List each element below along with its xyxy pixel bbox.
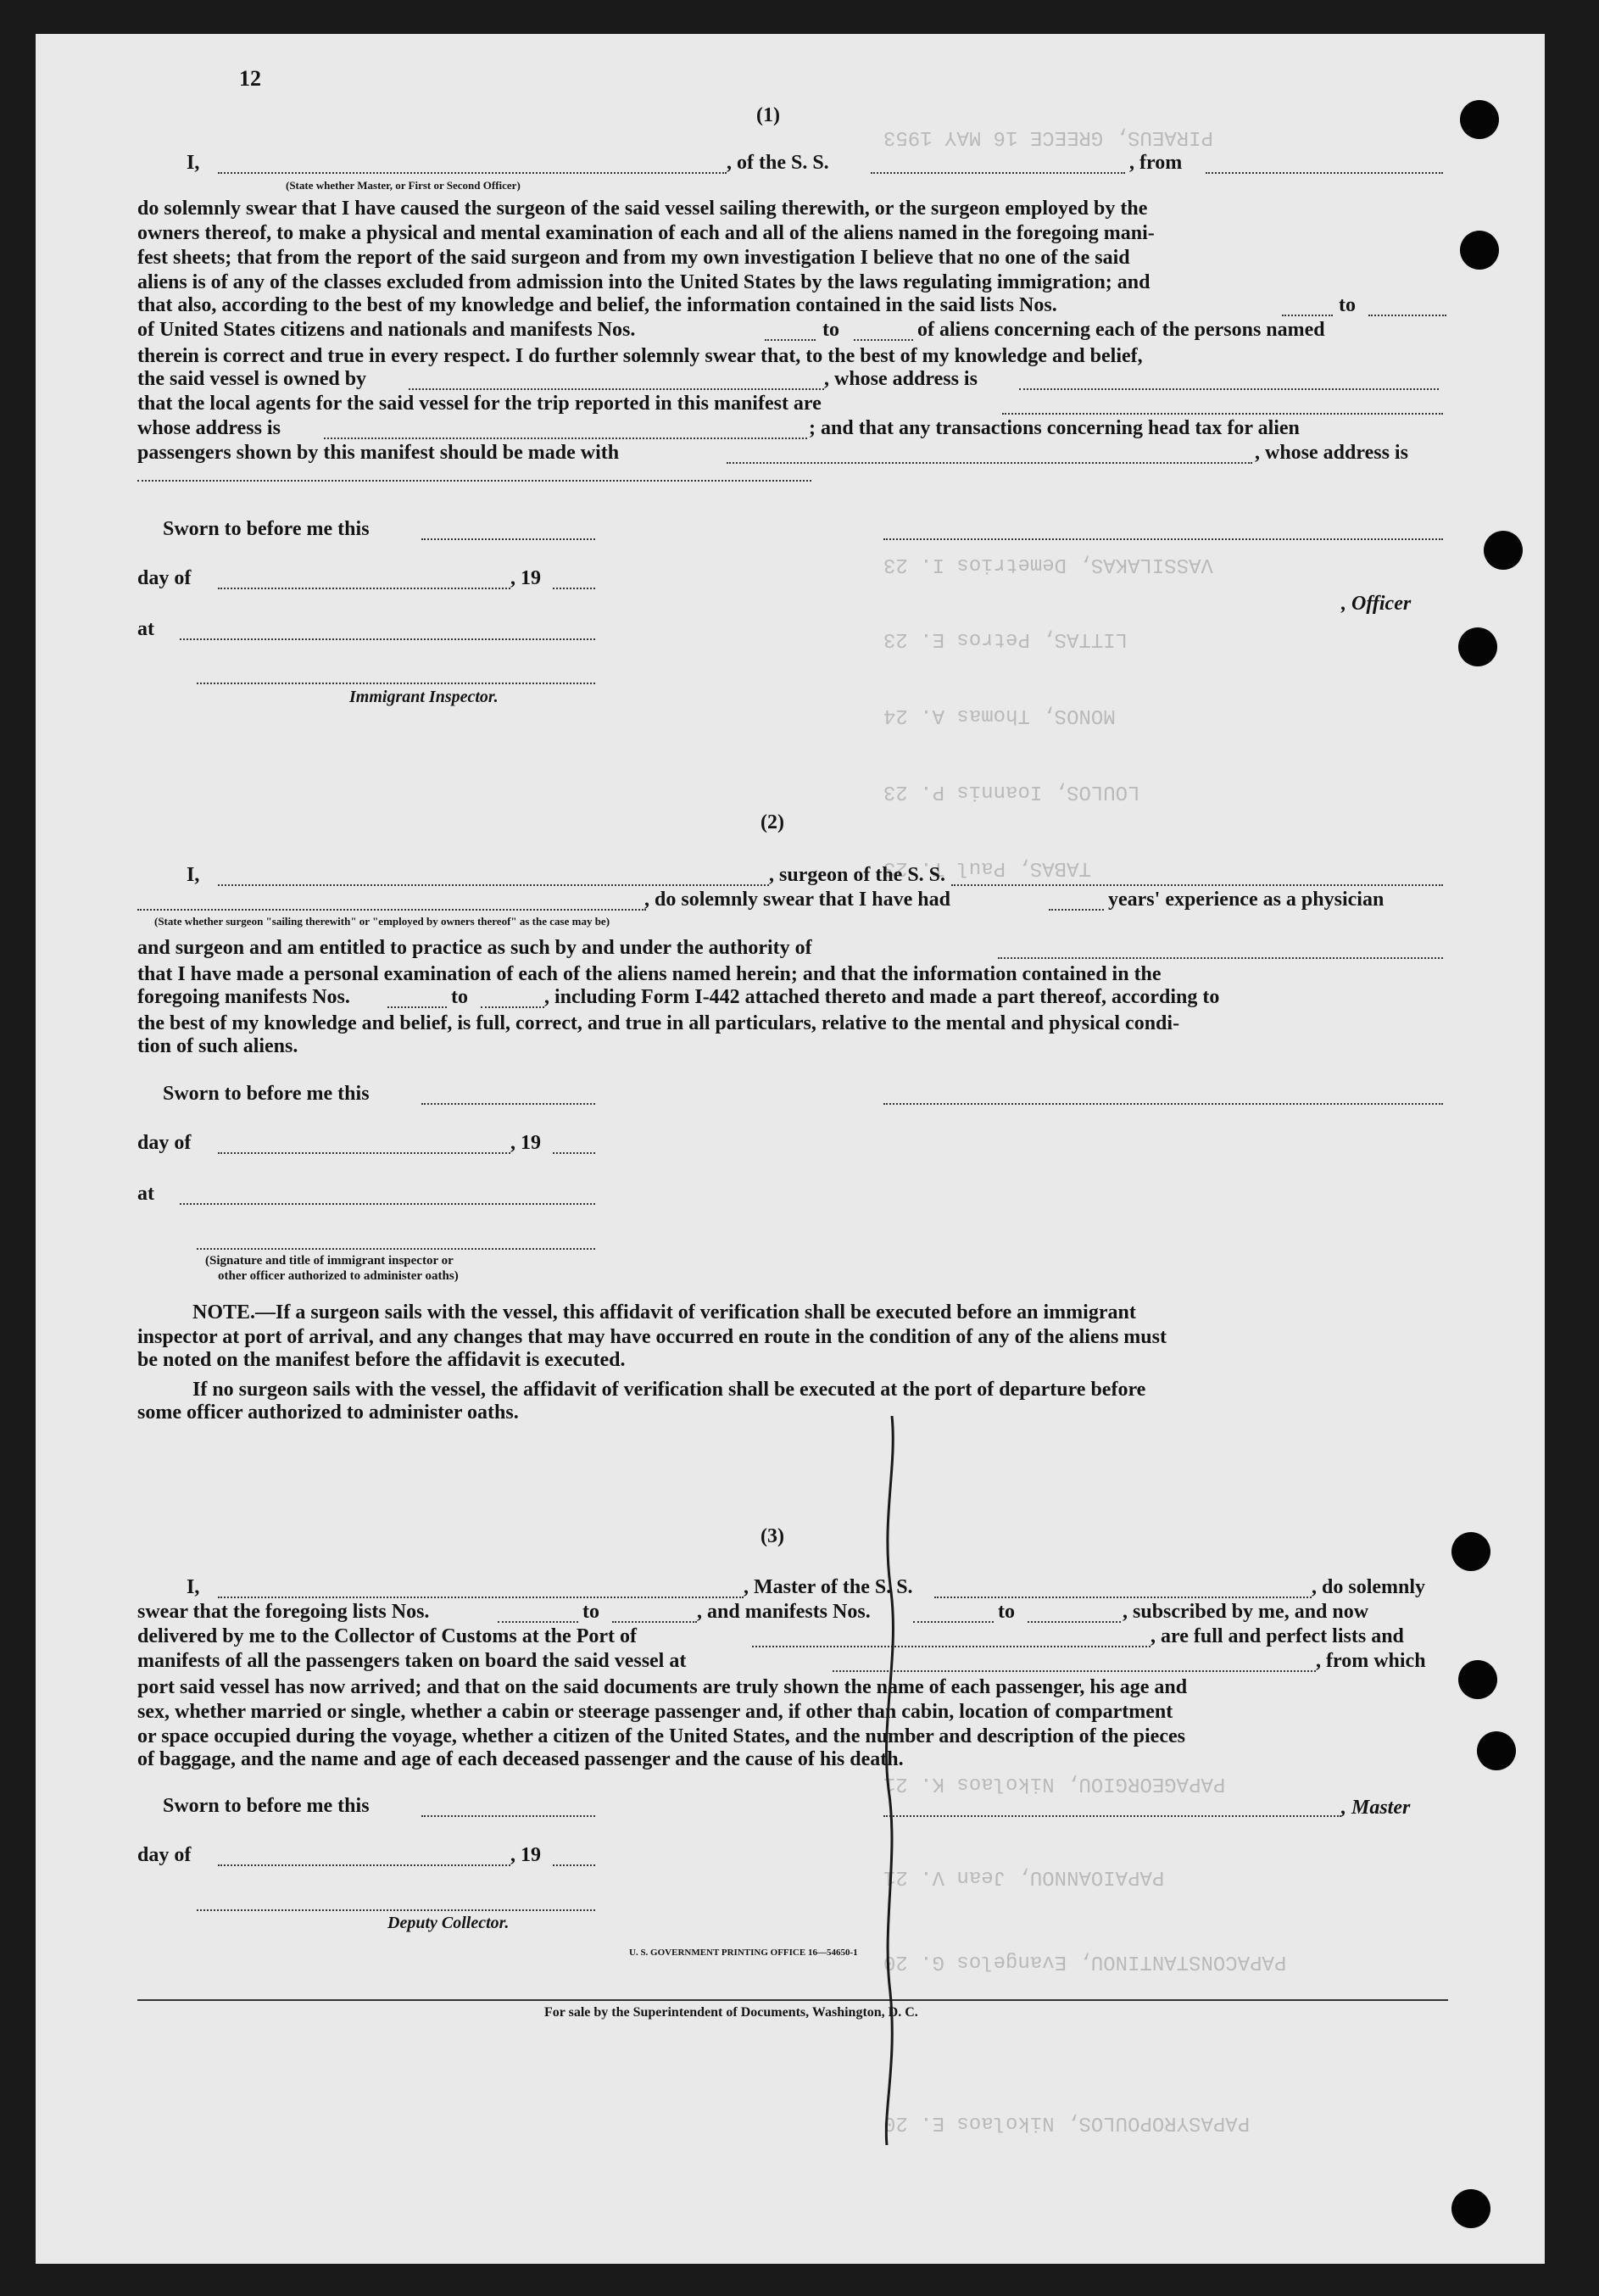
s1-line-11b: , whose address is [1255,442,1408,464]
s1-line-5a: that also, according to the best of my knowledge and belief, the information contained in the said lists Nos. [137,294,1057,316]
s2-sworn-blank [421,1103,595,1105]
s2-sworn-label: Sworn to before me this [163,1083,370,1105]
s1-line-11a: passengers shown by this manifest should be made with [137,442,620,464]
s1-list-from-blank [1282,315,1333,316]
s2-note-line-1: NOTE.—If a surgeon sails with the vessel, this affidavit of verification shall be executed before an immigrant [192,1301,1136,1324]
s2-year-blank [553,1152,595,1154]
s1-line-6a: of United States citizens and nationals and manifests Nos. [137,319,636,341]
bleed-through-text: PIRAEUS, GREECE 16 MAY 1953 [883,125,1213,148]
s2-year-label: , 19 [510,1132,541,1154]
s1-line-5b: to [1339,294,1356,316]
s2-line-2: that I have made a personal examination of each of the aliens named herein; and that the information contained in the [137,963,1162,985]
sale-imprint: For sale by the Superintendent of Documents, Washington, D. C. [544,2005,918,2020]
page-number: 12 [239,66,261,91]
s3-line-1e: , subscribed by me, and now [1123,1601,1369,1623]
s2-note-line-4: If no surgeon sails with the vessel, the affidavit of verification shall be executed at the port of departure before [192,1379,1146,1401]
manifest-back-page [36,34,1545,2264]
s2-note-line-3: be noted on the manifest before the affidavit is executed. [137,1349,626,1371]
s1-line-9: that the local agents for the said vessel for the trip reported in this manifest are [137,393,822,415]
s3-line-1b: to [582,1601,599,1623]
s1-officer-signature-line [883,538,1443,540]
s2-ship-blank [951,884,1443,886]
s1-owner-blank [409,388,824,390]
s3-line-2a: delivered by me to the Collector of Customs at the Port of [137,1625,637,1647]
s2-at-blank [180,1203,595,1205]
s3-ship-blank [934,1597,1312,1598]
s1-state-note: (State whether Master, or First or Second Officer) [286,179,521,192]
s1-line-1: do solemnly swear that I have caused the surgeon of the said vessel sailing therewith, or the surgeon employed by the [137,198,1148,220]
punch-hole [1460,231,1499,270]
s2-line-4: the best of my knowledge and belief, is full, correct, and true in all particulars, relative to the mental and physical condi- [137,1012,1180,1034]
s1-line-6b: to [822,319,839,341]
s1-line-8b: , whose address is [824,368,978,390]
bleed-through-text: LITTAS, Petros E. 23 [883,627,1128,650]
s1-line-7: therein is correct and true in every respect. I do further solemnly swear that, to the best of my knowledge and belief, [137,345,1143,367]
s1-sworn-blank [421,538,595,540]
s1-line-2: owners thereof, to make a physical and mental examination of each and all of the aliens named in the foregoing mani- [137,222,1155,244]
s3-deputy-signature-line [197,1909,595,1911]
fold-crease-line [875,1416,909,2145]
s1-headtax-blank [727,462,1252,464]
s1-name-blank [218,172,727,174]
s1-at-label: at [137,618,154,640]
section-3-heading: (3) [760,1525,784,1547]
s1-line-6c: of aliens concerning each of the persons named [917,319,1325,341]
s1-agents-blank [1002,413,1443,415]
s3-deputy-label: Deputy Collector. [387,1914,510,1932]
s1-line-4: aliens is of any of the classes excluded from admission into the United States by the laws regulating immigration; and [137,271,1150,293]
s2-state-note: (State whether surgeon "sailing therewith" or "employed by owners thereof" as the case may be) [154,915,610,928]
s3-year-label: , 19 [510,1844,541,1866]
s3-name-blank [218,1597,744,1598]
s3-master-signature-line [883,1815,1341,1817]
punch-hole [1451,2189,1490,2228]
bleed-through-text: PAPAIOANNOU, Jean V. 21 [883,1865,1165,1888]
gpo-imprint: U. S. GOVERNMENT PRINTING OFFICE 16—54650-1 [629,1948,858,1958]
s1-line-10b: ; and that any transactions concerning head tax for alien [809,417,1300,439]
s1-from-blank [1206,172,1443,174]
s1-from-label: , from [1129,152,1183,174]
s2-i-label: I, [187,864,200,886]
s1-year-blank [553,588,595,589]
s1-line-8a: the said vessel is owned by [137,368,367,390]
s1-ship-blank [871,172,1125,174]
punch-hole [1451,1532,1490,1571]
s2-line-1: and surgeon and am entitled to practice as such by and under the authority of [137,937,812,959]
bleed-through-text: LOULOS, Ioannis P. 23 [883,780,1140,803]
s1-list-to-blank [1368,315,1446,316]
punch-hole [1484,531,1523,570]
s2-years-blank [1049,909,1104,911]
s2-surgeon-of-label: , surgeon of the S. S. [769,864,946,886]
s1-day-blank [218,588,510,589]
s1-of-ss-label: , of the S. S. [727,152,829,174]
s2-at-label: at [137,1183,154,1205]
s2-line-3c: , including Form I-442 attached thereto and made a part thereof, according to [544,986,1220,1008]
s3-line-1a: swear that the foregoing lists Nos. [137,1601,430,1623]
s2-manifest-from-blank [387,1006,447,1008]
s3-line-2b: , are full and perfect lists and [1150,1625,1404,1647]
s3-line-4: port said vessel has now arrived; and that on the said documents are truly shown the name of each passenger, his age and [137,1676,1188,1698]
s1-agent-address-blank [324,437,807,439]
s3-day-of-label: day of [137,1844,192,1866]
s1-line-10a: whose address is [137,417,281,439]
bleed-through-text: MONOS, Thomas A. 24 [883,704,1116,727]
s1-inspector-label: Immigrant Inspector. [349,688,499,706]
s1-at-blank [180,638,595,640]
s3-line-7: of baggage, and the name and age of each deceased passenger and the cause of his death. [137,1748,904,1770]
s3-list-to-blank [612,1621,697,1623]
s2-day-of-label: day of [137,1132,192,1154]
s2-surgeon-signature-line [883,1103,1443,1105]
s2-sailing-blank [137,909,646,911]
s2-signature-note-2: other officer authorized to administer oaths) [218,1269,459,1283]
s3-line-3b: , from which [1316,1650,1426,1672]
section-1-heading: (1) [756,104,780,126]
s3-sworn-blank [421,1815,595,1817]
s2-signature-note-1: (Signature and title of immigrant inspector or [205,1254,454,1268]
s1-manifest-to-blank [854,339,913,341]
s2-manifest-to-blank [481,1006,544,1008]
s2-line-3b: to [451,986,468,1008]
s2-solemnly-label: , do solemnly swear that I have had [644,889,950,911]
s2-note-line-2: inspector at port of arrival, and any changes that may have occurred en route in the condition of any of the aliens must [137,1326,1167,1348]
s2-day-blank [218,1152,510,1154]
s2-line-5: tion of such aliens. [137,1035,298,1057]
bleed-through-text: PAPASYROPOULOS, Nikolaos E. 20 [883,2111,1251,2134]
s1-inspector-signature-line [197,683,595,684]
s3-list-from-blank [498,1621,578,1623]
s3-year-blank [553,1864,595,1866]
s1-i-label: I, [187,152,200,174]
s3-line-1d: to [998,1601,1015,1623]
s3-manifest-from-blank [913,1621,994,1623]
s3-do-solemnly-label: , do solemnly [1312,1576,1426,1598]
s1-officer-label: , Officer [1341,593,1412,615]
s3-sworn-label: Sworn to before me this [163,1795,370,1817]
bleed-through-text: VASSILAKAS, Demetrios I. 23 [883,553,1213,576]
s2-name-blank [218,884,769,886]
s3-manifest-to-blank [1028,1621,1121,1623]
s2-years-label: years' experience as a physician [1108,889,1384,911]
punch-hole [1477,1731,1516,1770]
s2-line-3a: foregoing manifests Nos. [137,986,350,1008]
punch-hole [1460,100,1499,139]
s1-year-label: , 19 [510,567,541,589]
s3-line-5: sex, whether married or single, whether a cabin or steerage passenger and, if other than cabin, location of compartment [137,1701,1173,1723]
punch-hole [1458,1660,1497,1699]
bleed-through-text: PAPAGEORGIOU, Nikolaos K. 21 [883,1772,1226,1795]
s1-line-3: fest sheets; that from the report of the said surgeon and from my own investigation I believe that no one of the said [137,247,1130,269]
bleed-through-text: PAPACONSTANTINOU, Evangelos G. 20 [883,1950,1287,1973]
s2-authority-blank [998,957,1443,959]
s3-line-1c: , and manifests Nos. [697,1601,871,1623]
s1-day-of-label: day of [137,567,192,589]
section-2-heading: (2) [760,811,784,833]
s3-line-6: or space occupied during the voyage, whether a citizen of the United States, and the number and description of the pieces [137,1725,1185,1747]
s1-owner-address-blank [1019,388,1439,390]
s3-line-3a: manifests of all the passengers taken on board the said vessel at [137,1650,687,1672]
s3-i-label: I, [187,1576,200,1598]
s1-manifest-from-blank [765,339,816,341]
s2-note-line-5: some officer authorized to administer oaths. [137,1402,519,1424]
punch-hole [1458,627,1497,666]
s1-sworn-label: Sworn to before me this [163,518,370,540]
bleed-through-text: TABAS, Paul T. 23 [883,856,1091,879]
footer-rule [137,1999,1448,2001]
s3-day-blank [218,1864,510,1866]
s3-master-of-label: , Master of the S. S. [744,1576,913,1598]
s2-signature-line [197,1248,595,1250]
s1-headtax-address-blank [137,480,811,482]
s3-port-blank [752,1646,1150,1647]
s3-master-label: , Master [1341,1797,1411,1819]
